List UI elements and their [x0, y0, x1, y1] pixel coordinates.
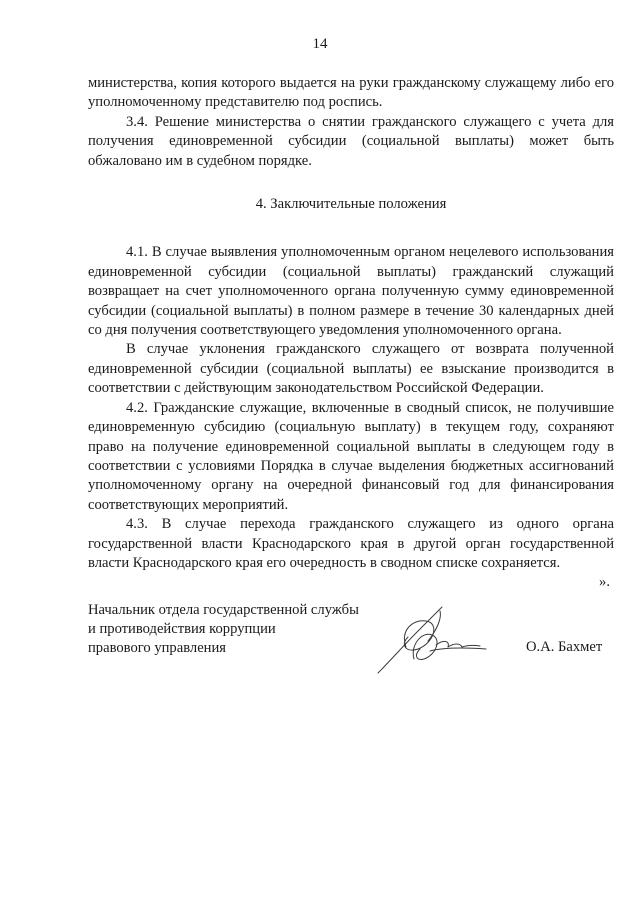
signer-title-line: правового управления — [88, 640, 226, 656]
signer-name: О.А. Бахмет — [526, 639, 603, 655]
paragraph-4-3: 4.3. В случае перехода гражданского служащего из одного органа государственной власти Краснодарского края в другой орган государственной власти Краснодарского края его очередность в сводном списке сохраняется. — [88, 516, 614, 571]
paragraph-4-2: 4.2. Гражданские служащие, включенные в сводный список, не получившие единовременную субсидию (социальную выплату) в текущем году, сохраняют право на получение единовременной социальной выплаты в следующем году в соответствии с условиями Порядка в случае выделения бюджетных ассигнований уполномоченному органу на очередной финансовый год для финансирования соответствующих мероприятий. — [88, 399, 614, 513]
paragraph-continuation: министерства, копия которого выдается на руки гражданскому служащему либо его уполномоченному представителю под роспись. — [88, 75, 614, 111]
closing-quote: ». — [599, 574, 610, 591]
signature-block — [88, 601, 618, 681]
page-number: 14 — [312, 36, 328, 52]
section-heading: 4. Заключительные положения — [255, 196, 447, 213]
document-body — [88, 74, 614, 593]
paragraph-4-1-evasion: В случае уклонения гражданского служащего от возврата полученной единовременной субсидии (социальной выплаты) ее взыскание производится в соответствии с действующим законодательством Российской Федерации. — [88, 341, 614, 397]
paragraph-4-1: 4.1. В случае выявления уполномоченным органом нецелевого использования единовременной субсидии (социальной выплаты) гражданский служащий возвращает на счет уполномоченного органа полученную сумму единовременной субсидии (социальной выплаты) в полном размере в течение 30 календарных дней со дня получения соответствующего уведомления уполномоченного органа. — [88, 244, 614, 339]
handwritten-signature — [370, 601, 490, 677]
signer-title-line: Начальник отдела государственной службы — [88, 602, 359, 618]
paragraph-3-4: 3.4. Решение министерства о снятии гражданского служащего с учета для получения единовременной субсидии (социальной выплаты) может быть обжаловано им в судебном порядке. — [88, 113, 614, 169]
signer-title-line: и противодействия коррупции — [88, 621, 276, 637]
